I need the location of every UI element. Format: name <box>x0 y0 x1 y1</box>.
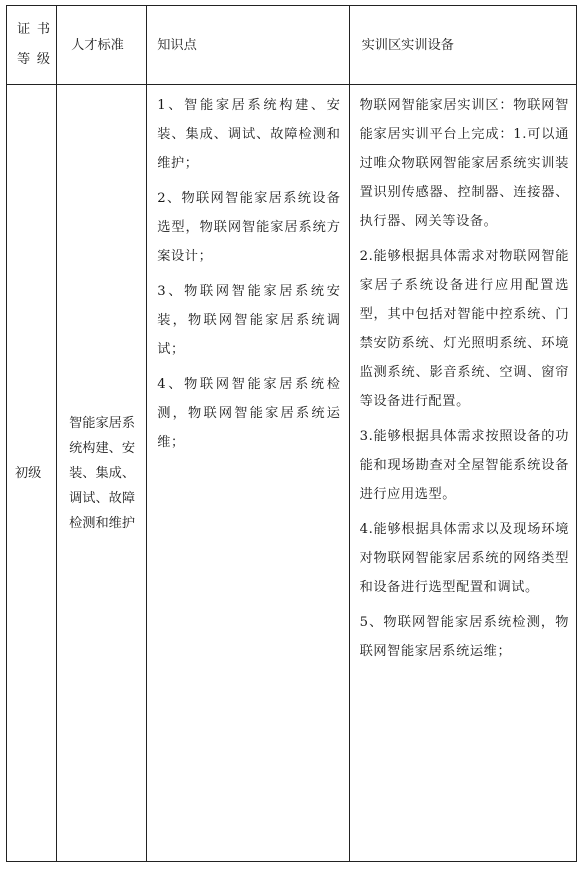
cell-knowledge-points <box>147 85 349 862</box>
header-knowledge-points: 知识点 <box>147 6 349 85</box>
knowledge-item: 1、智能家居系统构建、安装、集成、调试、故障检测和维护； <box>157 98 341 171</box>
equipment-item: 5、物联网智能家居系统检测，物联网智能家居系统运维； <box>359 615 569 659</box>
knowledge-item: 3、物联网智能家居系统安装，物联网智能家居系统调试； <box>157 284 341 357</box>
equipment-item: 4.能够根据具体需求以及现场环境对物联网智能家居系统的网络类型和设备进行选型配置和调试。 <box>359 522 569 595</box>
header-cert-level <box>7 6 57 85</box>
header-cert-level-line2: 等级 <box>17 52 51 67</box>
header-training-equipment: 实训区实训设备 <box>349 6 576 85</box>
table-row <box>7 85 577 862</box>
equipment-item: 物联网智能家居实训区：物联网智能家居实训平台上完成：1.可以通过唯众物联网智能家居系统实训装置识别传感器、控制器、连接器、执行器、网关等设备。 <box>359 98 569 229</box>
header-talent-standard: 人才标准 <box>57 6 147 85</box>
cell-level: 初级 <box>7 85 57 862</box>
header-cert-level-line1: 证 书 <box>17 22 51 37</box>
knowledge-item: 4、物联网智能家居系统检测，物联网智能家居系统运维； <box>157 377 341 450</box>
knowledge-item: 2、物联网智能家居系统设备选型，物联网智能家居系统方案设计； <box>157 191 341 264</box>
cell-training-equipment <box>349 85 576 862</box>
equipment-item: 2.能够根据具体需求对物联网智能家居子系统设备进行应用配置选型，其中包括对智能中控系统、门禁安防系统、灯光照明系统、环境监测系统、影音系统、空调、窗帘等设备进行配置。 <box>359 249 569 409</box>
training-table <box>6 5 577 862</box>
header-row <box>7 6 577 85</box>
equipment-item: 3.能够根据具体需求按照设备的功能和现场勘查对全屋智能系统设备进行应用选型。 <box>359 429 569 502</box>
cell-talent-standard: 智能家居系统构建、安装、集成、调试、故障检测和维护 <box>57 85 147 862</box>
